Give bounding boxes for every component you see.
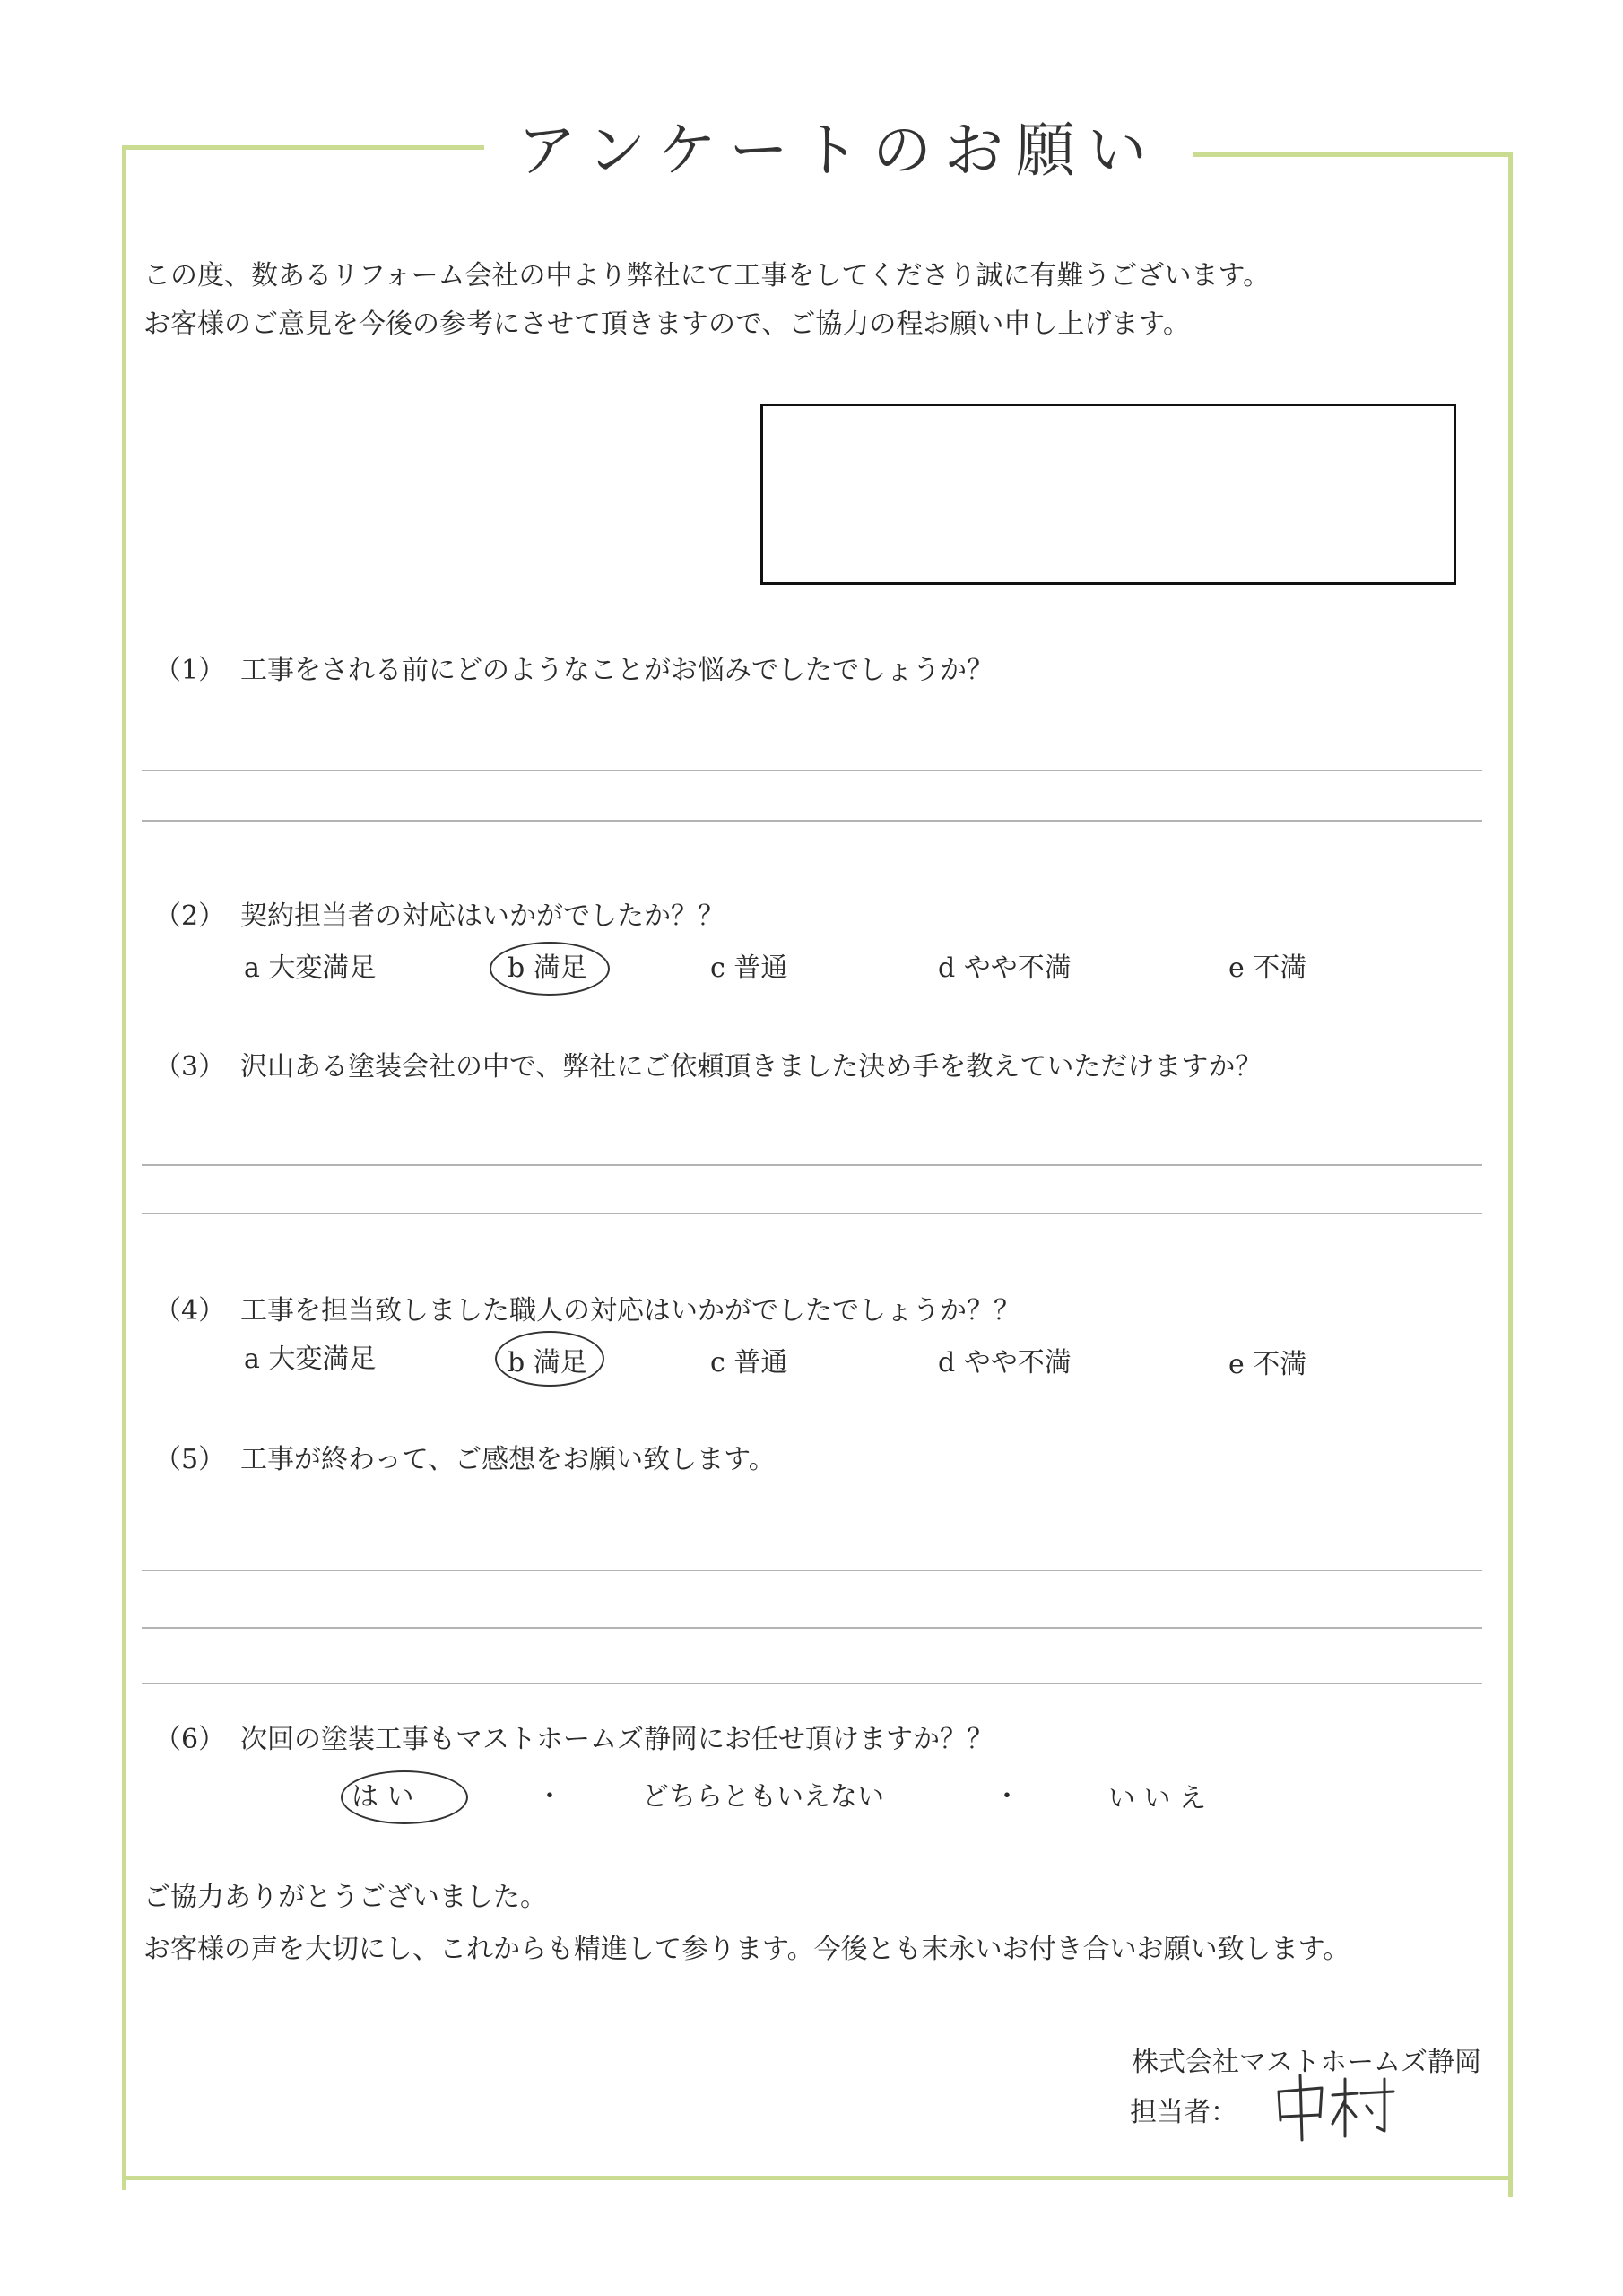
intro-line-2: お客様のご意見を今後の参考にさせて頂きますので、ご協力の程お願い申し上げます。 xyxy=(143,309,1190,340)
question-3-text: 沢山ある塗装会社の中で、弊社にご依頼頂きました決め手を教えていただけますか？ xyxy=(240,1051,1263,1083)
q6-option-yes[interactable]: は い xyxy=(352,1781,414,1813)
closing-line-1: ご協力ありがとうございました。 xyxy=(143,1882,547,1913)
question-1-number: （1） xyxy=(154,655,226,686)
signature-image xyxy=(1273,2072,1399,2144)
q6-option-no[interactable]: い い え xyxy=(1108,1783,1207,1814)
person-in-charge-label: 担当者： xyxy=(1130,2097,1237,2128)
answer-line[interactable] xyxy=(142,1213,1482,1214)
answer-line[interactable] xyxy=(142,1164,1482,1166)
q6-option-neither[interactable]: どちらともいえない xyxy=(642,1781,884,1813)
question-4-number: （4） xyxy=(154,1295,226,1326)
answer-line[interactable] xyxy=(142,820,1482,822)
q4-option-b[interactable]: b 満足 xyxy=(508,1347,587,1378)
q6-separator: ・ xyxy=(994,1781,1020,1813)
q2-option-c[interactable]: c 普通 xyxy=(710,952,788,984)
answer-line[interactable] xyxy=(142,1627,1482,1629)
closing-line-2: お客様の声を大切にし、これからも精進して参ります。今後とも末永いお付き合いお願い致します。 xyxy=(143,1934,1350,1965)
answer-line[interactable] xyxy=(142,1570,1482,1571)
q6-selected-circle xyxy=(341,1770,468,1824)
question-5-number: （5） xyxy=(154,1444,226,1475)
question-4-text: 工事を担当致しました職人の対応はいかがでしたでしょうか？？ xyxy=(240,1295,1020,1326)
q4-selected-circle xyxy=(495,1331,604,1387)
question-2-number: （2） xyxy=(154,900,226,932)
page-title: アンケートのお願い xyxy=(484,115,1193,187)
q4-option-c[interactable]: c 普通 xyxy=(710,1347,788,1378)
q2-option-a[interactable]: a 大変満足 xyxy=(244,952,377,984)
frame-right xyxy=(1508,152,1513,2197)
frame-top-right xyxy=(1193,152,1511,157)
q4-option-a[interactable]: a 大変満足 xyxy=(244,1344,377,1375)
question-1-text: 工事をされる前にどのようなことがお悩みでしたでしょうか？ xyxy=(240,655,994,686)
frame-top-left xyxy=(126,145,484,150)
q2-option-d[interactable]: d やや不満 xyxy=(938,952,1072,984)
q4-option-d[interactable]: d やや不満 xyxy=(938,1347,1072,1378)
q2-selected-circle xyxy=(490,942,610,996)
intro-line-1: この度、数あるリフォーム会社の中より弊社にて工事をしてくださり誠に有難うございます。 xyxy=(143,260,1271,291)
customer-name-box[interactable] xyxy=(760,404,1456,585)
q2-option-b[interactable]: b 満足 xyxy=(508,952,587,984)
q2-option-e[interactable]: e 不満 xyxy=(1228,952,1307,984)
question-5-text: 工事が終わって、ご感想をお願い致します。 xyxy=(240,1444,776,1475)
q6-separator: ・ xyxy=(536,1781,563,1813)
frame-bottom xyxy=(122,2176,1513,2180)
answer-line[interactable] xyxy=(142,1683,1482,1684)
question-6-text: 次回の塗装工事もマストホームズ静岡にお任せ頂けますか？？ xyxy=(240,1724,994,1755)
question-3-number: （3） xyxy=(154,1051,226,1083)
frame-left xyxy=(122,145,126,2190)
answer-line[interactable] xyxy=(142,770,1482,771)
question-2-text: 契約担当者の対応はいかがでしたか？？ xyxy=(240,900,725,932)
q4-option-e[interactable]: e 不満 xyxy=(1228,1349,1307,1380)
question-6-number: （6） xyxy=(154,1724,226,1755)
company-name: 株式会社マストホームズ静岡 xyxy=(1132,2047,1481,2078)
